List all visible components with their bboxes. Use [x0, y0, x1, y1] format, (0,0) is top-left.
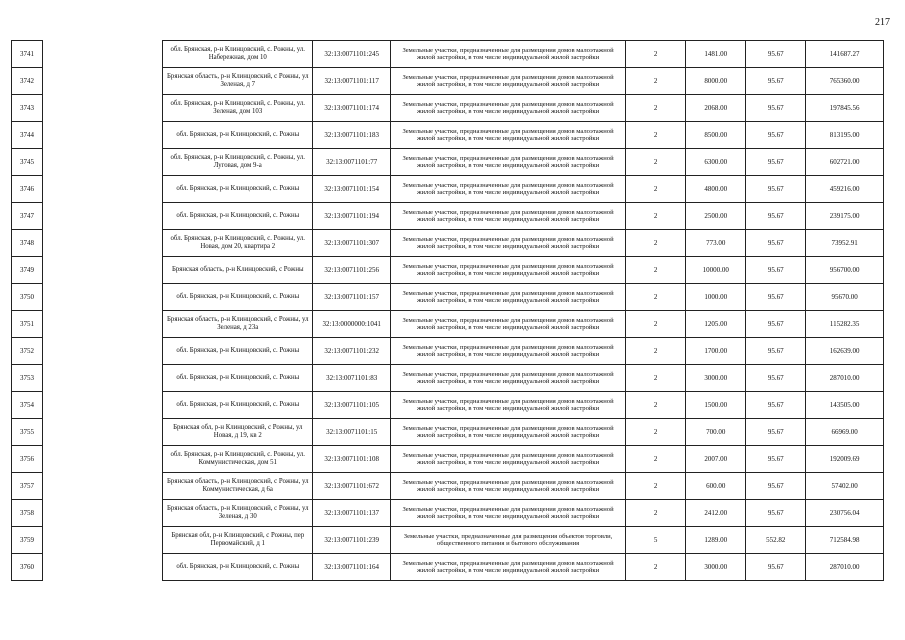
cadastral-value-cell: 813195.00 [806, 122, 884, 149]
address-cell: обл. Брянская, р-н Клинцовский, с. Рожны, ул. Луговая, дом 9-а [163, 149, 313, 176]
area-cell: 1000.00 [686, 284, 746, 311]
area-cell: 4800.00 [686, 176, 746, 203]
spacer-cell [43, 257, 163, 284]
spacer-cell [43, 122, 163, 149]
page-number: 217 [875, 17, 890, 28]
row-number-cell: 3749 [12, 257, 43, 284]
area-cell: 1289.00 [686, 527, 746, 554]
row-number-cell: 3751 [12, 311, 43, 338]
use-group-cell: 2 [626, 311, 686, 338]
address-cell: обл. Брянская, р-н Клинцовский, с. Рожны, ул. Набережная, дом 10 [163, 41, 313, 68]
cadastral-number-cell: 32:13:0071101:174 [313, 95, 391, 122]
row-number-cell: 3758 [12, 500, 43, 527]
cadastral-value-cell: 95670.00 [806, 284, 884, 311]
table-row [12, 554, 884, 581]
spacer-cell [43, 446, 163, 473]
area-cell: 2500.00 [686, 203, 746, 230]
specific-value-cell: 95.67 [746, 122, 806, 149]
use-group-cell: 5 [626, 527, 686, 554]
use-group-cell: 2 [626, 419, 686, 446]
specific-value-cell: 95.67 [746, 500, 806, 527]
area-cell: 1481.00 [686, 41, 746, 68]
specific-value-cell: 95.67 [746, 392, 806, 419]
table-row [12, 500, 884, 527]
address-cell: обл. Брянская, р-н Клинцовский, с. Рожны [163, 338, 313, 365]
row-number-cell: 3760 [12, 554, 43, 581]
cadastral-number-cell: 32:13:0071101:108 [313, 446, 391, 473]
table-row [12, 257, 884, 284]
specific-value-cell: 95.67 [746, 176, 806, 203]
land-use-cell: Земельные участки, предназначенные для размещения домов малоэтажной жилой застройки, в том числе индивидуальной жилой застройки [391, 203, 626, 230]
address-cell: обл. Брянская, р-н Клинцовский, с. Рожны [163, 176, 313, 203]
spacer-cell [43, 95, 163, 122]
land-use-cell: Земельные участки, предназначенные для размещения домов малоэтажной жилой застройки, в том числе индивидуальной жилой застройки [391, 176, 626, 203]
cadastral-value-cell: 162639.00 [806, 338, 884, 365]
cadastral-number-cell: 32:13:0071101:194 [313, 203, 391, 230]
spacer-cell [43, 149, 163, 176]
cadastral-value-table [11, 40, 884, 581]
area-cell: 3000.00 [686, 554, 746, 581]
table-row [12, 95, 884, 122]
spacer-cell [43, 365, 163, 392]
cadastral-value-cell: 956700.00 [806, 257, 884, 284]
cadastral-number-cell: 32:13:0071101:239 [313, 527, 391, 554]
table-row [12, 446, 884, 473]
cadastral-value-cell: 230756.04 [806, 500, 884, 527]
table-row [12, 473, 884, 500]
land-use-cell: Земельные участки, предназначенные для размещения домов малоэтажной жилой застройки, в том числе индивидуальной жилой застройки [391, 338, 626, 365]
cadastral-value-cell: 143505.00 [806, 392, 884, 419]
spacer-cell [43, 68, 163, 95]
address-cell: обл. Брянская, р-н Клинцовский, с. Рожны [163, 284, 313, 311]
use-group-cell: 2 [626, 446, 686, 473]
address-cell: обл. Брянская, р-н Клинцовский, с. Рожны, ул. Новая, дом 20, квартира 2 [163, 230, 313, 257]
specific-value-cell: 95.67 [746, 284, 806, 311]
area-cell: 2068.00 [686, 95, 746, 122]
table-row [12, 68, 884, 95]
cadastral-number-cell: 32:13:0071101:154 [313, 176, 391, 203]
spacer-cell [43, 338, 163, 365]
row-number-cell: 3753 [12, 365, 43, 392]
land-use-cell: Земельные участки, предназначенные для размещения домов малоэтажной жилой застройки, в том числе индивидуальной жилой застройки [391, 311, 626, 338]
area-cell: 1500.00 [686, 392, 746, 419]
land-use-cell: Земельные участки, предназначенные для размещения домов малоэтажной жилой застройки, в том числе индивидуальной жилой застройки [391, 284, 626, 311]
spacer-cell [43, 392, 163, 419]
row-number-cell: 3745 [12, 149, 43, 176]
use-group-cell: 2 [626, 176, 686, 203]
address-cell: Брянская область, р-н Клинцовский, с Рожны [163, 257, 313, 284]
table-row [12, 149, 884, 176]
specific-value-cell: 95.67 [746, 41, 806, 68]
table-row [12, 41, 884, 68]
row-number-cell: 3752 [12, 338, 43, 365]
cadastral-number-cell: 32:13:0071101:105 [313, 392, 391, 419]
area-cell: 8000.00 [686, 68, 746, 95]
land-use-cell: Земельные участки, предназначенные для размещения домов малоэтажной жилой застройки, в том числе индивидуальной жилой застройки [391, 95, 626, 122]
cadastral-number-cell: 32:13:0071101:137 [313, 500, 391, 527]
spacer-cell [43, 554, 163, 581]
table-row [12, 176, 884, 203]
cadastral-number-cell: 32:13:0071101:256 [313, 257, 391, 284]
cadastral-value-cell: 192009.69 [806, 446, 884, 473]
address-cell: Брянская область, р-н Клинцовский, с Рожны, ул Зеленая, д 23а [163, 311, 313, 338]
use-group-cell: 2 [626, 257, 686, 284]
specific-value-cell: 95.67 [746, 419, 806, 446]
cadastral-number-cell: 32:13:0071101:232 [313, 338, 391, 365]
land-use-cell: Земельные участки, предназначенные для размещения домов малоэтажной жилой застройки, в том числе индивидуальной жилой застройки [391, 122, 626, 149]
cadastral-value-cell: 287010.00 [806, 554, 884, 581]
land-use-cell: Земельные участки, предназначенные для размещения домов малоэтажной жилой застройки, в том числе индивидуальной жилой застройки [391, 419, 626, 446]
cadastral-number-cell: 32:13:0071101:77 [313, 149, 391, 176]
use-group-cell: 2 [626, 392, 686, 419]
specific-value-cell: 95.67 [746, 230, 806, 257]
specific-value-cell: 95.67 [746, 95, 806, 122]
area-cell: 8500.00 [686, 122, 746, 149]
spacer-cell [43, 311, 163, 338]
cadastral-value-cell: 197845.56 [806, 95, 884, 122]
address-cell: обл. Брянская, р-н Клинцовский, с. Рожны [163, 122, 313, 149]
row-number-cell: 3759 [12, 527, 43, 554]
spacer-cell [43, 176, 163, 203]
area-cell: 773.00 [686, 230, 746, 257]
table-row [12, 419, 884, 446]
row-number-cell: 3757 [12, 473, 43, 500]
land-use-cell: Земельные участки, предназначенные для размещения домов малоэтажной жилой застройки, в том числе индивидуальной жилой застройки [391, 446, 626, 473]
cadastral-value-cell: 287010.00 [806, 365, 884, 392]
cadastral-value-cell: 57402.00 [806, 473, 884, 500]
table-row [12, 311, 884, 338]
address-cell: обл. Брянская, р-н Клинцовский, с. Рожны, ул. Коммунистическая, дом 51 [163, 446, 313, 473]
table-row [12, 338, 884, 365]
cadastral-value-cell: 115282.35 [806, 311, 884, 338]
use-group-cell: 2 [626, 473, 686, 500]
address-cell: Брянская обл, р-н Клинцовский, с Рожны, пер Первомайский, д 1 [163, 527, 313, 554]
use-group-cell: 2 [626, 554, 686, 581]
cadastral-value-cell: 141687.27 [806, 41, 884, 68]
land-use-cell: Земельные участки, предназначенные для размещения домов малоэтажной жилой застройки, в том числе индивидуальной жилой застройки [391, 68, 626, 95]
cadastral-value-cell: 66969.00 [806, 419, 884, 446]
address-cell: Брянская область, р-н Клинцовский, с Рожны, ул Коммунистическая, д 6а [163, 473, 313, 500]
row-number-cell: 3742 [12, 68, 43, 95]
land-use-cell: Земельные участки, предназначенные для размещения домов малоэтажной жилой застройки, в том числе индивидуальной жилой застройки [391, 392, 626, 419]
area-cell: 2412.00 [686, 500, 746, 527]
cadastral-value-cell: 765360.00 [806, 68, 884, 95]
use-group-cell: 2 [626, 41, 686, 68]
row-number-cell: 3750 [12, 284, 43, 311]
use-group-cell: 2 [626, 365, 686, 392]
spacer-cell [43, 419, 163, 446]
address-cell: Брянская область, р-н Клинцовский, с Рожны, ул Зеленая, д 30 [163, 500, 313, 527]
specific-value-cell: 95.67 [746, 338, 806, 365]
use-group-cell: 2 [626, 230, 686, 257]
land-use-cell: Земельные участки, предназначенные для размещения домов малоэтажной жилой застройки, в том числе индивидуальной жилой застройки [391, 365, 626, 392]
spacer-cell [43, 527, 163, 554]
specific-value-cell: 95.67 [746, 203, 806, 230]
use-group-cell: 2 [626, 338, 686, 365]
address-cell: обл. Брянская, р-н Клинцовский, с. Рожны [163, 554, 313, 581]
area-cell: 3000.00 [686, 365, 746, 392]
area-cell: 1205.00 [686, 311, 746, 338]
row-number-cell: 3741 [12, 41, 43, 68]
cadastral-number-cell: 32:13:0071101:672 [313, 473, 391, 500]
use-group-cell: 2 [626, 500, 686, 527]
address-cell: обл. Брянская, р-н Клинцовский, с. Рожны, ул. Зеленая, дом 103 [163, 95, 313, 122]
specific-value-cell: 95.67 [746, 311, 806, 338]
spacer-cell [43, 473, 163, 500]
table-row [12, 392, 884, 419]
spacer-cell [43, 500, 163, 527]
use-group-cell: 2 [626, 122, 686, 149]
specific-value-cell: 552.82 [746, 527, 806, 554]
cadastral-number-cell: 32:13:0071101:164 [313, 554, 391, 581]
land-use-cell: Земельные участки, предназначенные для размещения объектов торговли, общественного питания и бытового обслуживания [391, 527, 626, 554]
land-use-cell: Земельные участки, предназначенные для размещения домов малоэтажной жилой застройки, в том числе индивидуальной жилой застройки [391, 149, 626, 176]
address-cell: обл. Брянская, р-н Клинцовский, с. Рожны [163, 365, 313, 392]
specific-value-cell: 95.67 [746, 554, 806, 581]
address-cell: Брянская область, р-н Клинцовский, с Рожны, ул Зеленая, д 7 [163, 68, 313, 95]
table-row [12, 203, 884, 230]
use-group-cell: 2 [626, 203, 686, 230]
cadastral-number-cell: 32:13:0071101:307 [313, 230, 391, 257]
row-number-cell: 3756 [12, 446, 43, 473]
cadastral-number-cell: 32:13:0000000:1041 [313, 311, 391, 338]
address-cell: Брянская обл, р-н Клинцовский, с Рожны, ул Новая, д 19, кв 2 [163, 419, 313, 446]
table-row [12, 527, 884, 554]
use-group-cell: 2 [626, 95, 686, 122]
area-cell: 10000.00 [686, 257, 746, 284]
use-group-cell: 2 [626, 284, 686, 311]
spacer-cell [43, 284, 163, 311]
cadastral-value-cell: 459216.00 [806, 176, 884, 203]
spacer-cell [43, 230, 163, 257]
area-cell: 600.00 [686, 473, 746, 500]
specific-value-cell: 95.67 [746, 446, 806, 473]
land-use-cell: Земельные участки, предназначенные для размещения домов малоэтажной жилой застройки, в том числе индивидуальной жилой застройки [391, 230, 626, 257]
table-row [12, 284, 884, 311]
cadastral-number-cell: 32:13:0071101:157 [313, 284, 391, 311]
area-cell: 2007.00 [686, 446, 746, 473]
cadastral-value-cell: 239175.00 [806, 203, 884, 230]
specific-value-cell: 95.67 [746, 68, 806, 95]
specific-value-cell: 95.67 [746, 365, 806, 392]
land-use-cell: Земельные участки, предназначенные для размещения домов малоэтажной жилой застройки, в том числе индивидуальной жилой застройки [391, 41, 626, 68]
area-cell: 6300.00 [686, 149, 746, 176]
row-number-cell: 3747 [12, 203, 43, 230]
cadastral-value-cell: 712584.98 [806, 527, 884, 554]
address-cell: обл. Брянская, р-н Клинцовский, с. Рожны [163, 392, 313, 419]
row-number-cell: 3754 [12, 392, 43, 419]
spacer-cell [43, 41, 163, 68]
cadastral-number-cell: 32:13:0071101:15 [313, 419, 391, 446]
cadastral-value-cell: 602721.00 [806, 149, 884, 176]
land-use-cell: Земельные участки, предназначенные для размещения домов малоэтажной жилой застройки, в том числе индивидуальной жилой застройки [391, 257, 626, 284]
row-number-cell: 3755 [12, 419, 43, 446]
row-number-cell: 3744 [12, 122, 43, 149]
land-use-cell: Земельные участки, предназначенные для размещения домов малоэтажной жилой застройки, в том числе индивидуальной жилой застройки [391, 500, 626, 527]
table-row [12, 365, 884, 392]
land-use-cell: Земельные участки, предназначенные для размещения домов малоэтажной жилой застройки, в том числе индивидуальной жилой застройки [391, 554, 626, 581]
table-row [12, 122, 884, 149]
cadastral-number-cell: 32:13:0071101:183 [313, 122, 391, 149]
area-cell: 1700.00 [686, 338, 746, 365]
use-group-cell: 2 [626, 68, 686, 95]
specific-value-cell: 95.67 [746, 257, 806, 284]
area-cell: 700.00 [686, 419, 746, 446]
address-cell: обл. Брянская, р-н Клинцовский, с. Рожны [163, 203, 313, 230]
table-row [12, 230, 884, 257]
row-number-cell: 3748 [12, 230, 43, 257]
spacer-cell [43, 203, 163, 230]
row-number-cell: 3743 [12, 95, 43, 122]
land-use-cell: Земельные участки, предназначенные для размещения домов малоэтажной жилой застройки, в том числе индивидуальной жилой застройки [391, 473, 626, 500]
row-number-cell: 3746 [12, 176, 43, 203]
cadastral-number-cell: 32:13:0071101:83 [313, 365, 391, 392]
cadastral-number-cell: 32:13:0071101:117 [313, 68, 391, 95]
specific-value-cell: 95.67 [746, 473, 806, 500]
use-group-cell: 2 [626, 149, 686, 176]
cadastral-value-cell: 73952.91 [806, 230, 884, 257]
specific-value-cell: 95.67 [746, 149, 806, 176]
cadastral-number-cell: 32:13:0071101:245 [313, 41, 391, 68]
